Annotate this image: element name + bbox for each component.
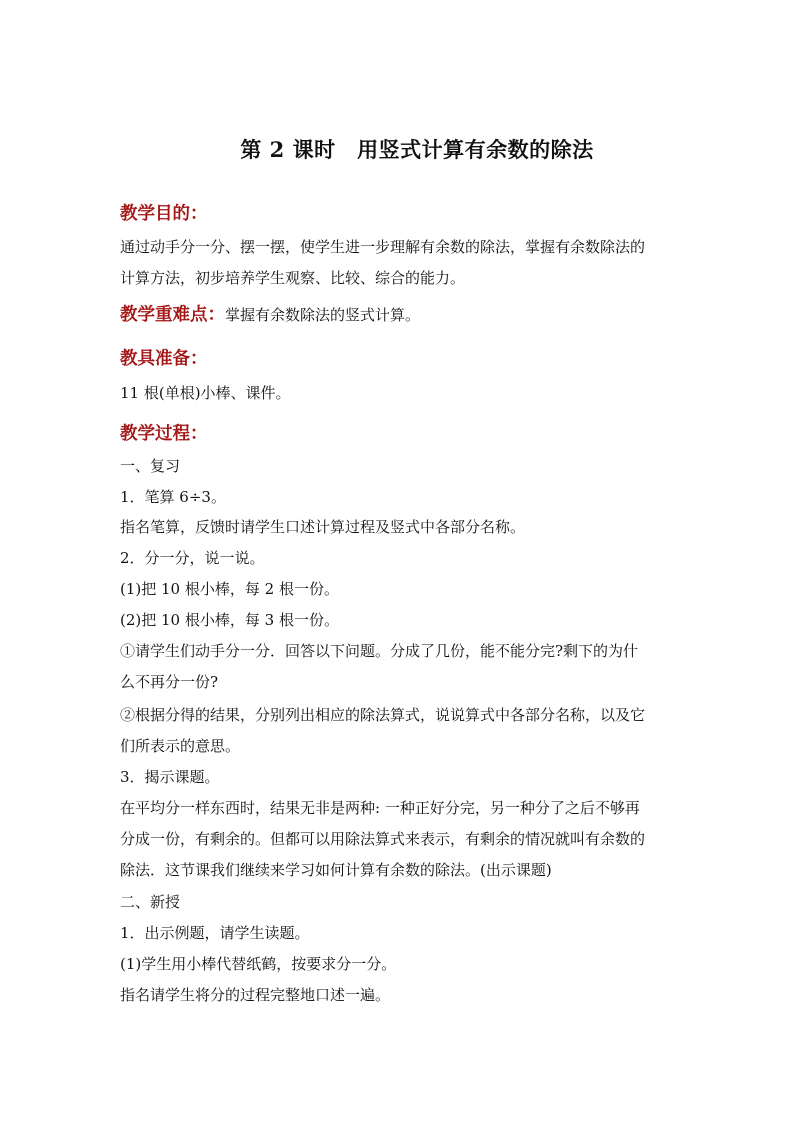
- body-line: 一、复习: [120, 457, 181, 475]
- body-line: 们所表示的意思。: [120, 737, 241, 755]
- key-point-paragraph: [120, 303, 680, 327]
- body-line: ①请学生们动手分一分．回答以下问题。分成了几份，能不能分完?剩下的为什: [120, 642, 639, 660]
- objective-line-1: 通过动手分一分、摆一摆，使学生进一步理解有余数的除法，掌握有余数除法的: [120, 238, 646, 256]
- body-line: 在平均分一样东西时，结果无非是两种: 一种正好分完，另一种分了之后不够再: [120, 799, 640, 817]
- body-line: 分成一份，有剩余的。但都可以用除法算式来表示，有剩余的情况就叫有余数的: [120, 830, 646, 848]
- body-line: (2)把 10 根小棒，每 3 根一份。: [120, 611, 339, 629]
- objective-line-2: 计算方法，初步培养学生观察、比较、综合的能力。: [120, 269, 466, 287]
- body-line: ②根据分得的结果，分别列出相应的除法算式，说说算式中各部分名称，以及它: [120, 706, 646, 724]
- body-line: 二、新授: [120, 893, 181, 911]
- key-point-text: 掌握有余数除法的竖式计算。: [225, 306, 421, 324]
- body-line: 除法．这节课我们继续来学习如何计算有余数的除法。(出示课题): [120, 861, 552, 879]
- body-line: 指名请学生将分的过程完整地口述一遍。: [120, 986, 391, 1004]
- body-line: 1．出示例题，请学生读题。: [120, 924, 310, 942]
- tools-heading: 教具准备：: [120, 349, 208, 369]
- page-title: 第 2 课时 用竖式计算有余数的除法: [240, 137, 594, 162]
- body-line: 3．揭示课题。: [120, 768, 220, 786]
- key-point-heading: 教学重难点：: [120, 305, 225, 325]
- body-line: (1)把 10 根小棒，每 2 根一份。: [120, 580, 339, 598]
- objective-heading: 教学目的：: [120, 204, 208, 224]
- process-heading: 教学过程：: [120, 424, 208, 444]
- body-line: (1)学生用小棒代替纸鹤，按要求分一分。: [120, 955, 397, 973]
- body-line: 1．笔算 6÷3。: [120, 488, 226, 506]
- body-line: 2．分一分，说一说。: [120, 549, 265, 567]
- body-line: 么不再分一份?: [120, 673, 219, 691]
- body-line: 指名笔算，反馈时请学生口述计算过程及竖式中各部分名称。: [120, 518, 526, 536]
- tools-text: 11 根(单根)小棒、课件。: [120, 384, 291, 402]
